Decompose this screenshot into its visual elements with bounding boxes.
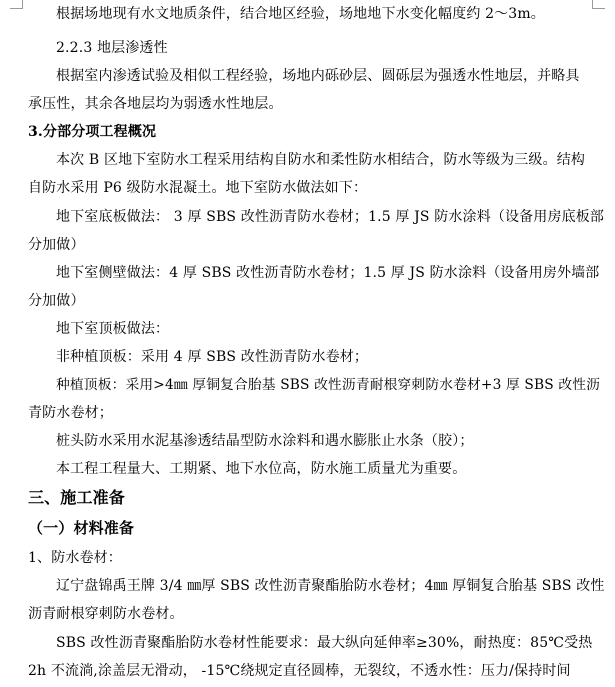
paragraph-line: 本次 B 区地下室防水工程采用结构自防水和柔性防水相结合，防水等级为三级。结构 bbox=[56, 152, 586, 168]
paragraph-line: 青防水卷材； bbox=[28, 405, 113, 421]
paragraph-line: 2h 不流淌,涂盖层无滑动， -15℃绕规定直径圆棒，无裂纹，不透水性：压力/保持时间 bbox=[28, 663, 571, 679]
paragraph-line: 辽宁盘锦禹王牌 3/4 ㎜厚 SBS 改性沥青聚酯胎防水卷材；4㎜ 厚铜复合胎基 SBS 改性 bbox=[56, 578, 605, 594]
paragraph-line: 根据场地现有水文地质条件，结合地区经验，场地地下水变化幅度约 2～3m。 bbox=[56, 6, 545, 22]
list-item-heading: 1、防水卷材： bbox=[28, 550, 122, 566]
paragraph-line: 种植顶板：采用>4㎜ 厚铜复合胎基 SBS 改性沥青耐根穿刺防水卷材+3 厚 SBS 改性沥 bbox=[56, 377, 601, 393]
paragraph-line: 桩头防水采用水泥基渗透结晶型防水涂料和遇水膨胀止水条（胶）； bbox=[56, 433, 474, 449]
paragraph-line: 承压性，其余各地层均为弱透水性地层。 bbox=[28, 96, 283, 112]
paragraph-line: 本工程工程量大、工期紧、地下水位高，防水施工质量尤为重要。 bbox=[56, 461, 467, 477]
subsection-heading-1: （一）材料准备 bbox=[28, 519, 135, 537]
paragraph-line: 地下室顶板做法： bbox=[56, 321, 170, 337]
section-heading-3: 3.分部分项工程概况 bbox=[28, 124, 157, 140]
section-heading-2-2-3: 2.2.3 地层渗透性 bbox=[56, 40, 168, 56]
paragraph-line: 非种植顶板：采用 4 厚 SBS 改性沥青防水卷材； bbox=[56, 349, 369, 365]
paragraph-line: 分加做） bbox=[28, 293, 85, 309]
paragraph-line: SBS 改性沥青聚酯胎防水卷材性能要求：最大纵向延伸率≥30%，耐热度：85℃受热 bbox=[56, 635, 593, 651]
paragraph-line: 根据室内渗透试验及相似工程经验，场地内砾砂层、圆砾层为强透水性地层，并略具 bbox=[56, 68, 580, 84]
paragraph-line: 沥青耐根穿刺防水卷材。 bbox=[28, 606, 184, 622]
paragraph-line: 地下室底板做法： 3 厚 SBS 改性沥青防水卷材；1.5 厚 JS 防水涂料（设备用房底板部 bbox=[56, 209, 605, 225]
paragraph-line: 地下室侧壁做法：4 厚 SBS 改性沥青防水卷材；1.5 厚 JS 防水涂料（设备用房外墙部 bbox=[56, 265, 600, 281]
paragraph-line: 分加做） bbox=[28, 237, 85, 253]
paragraph-line: 自防水采用 P6 级防水混凝土。地下室防水做法如下： bbox=[28, 180, 368, 196]
chapter-heading-3: 三、施工准备 bbox=[28, 488, 125, 507]
corner-marker-top-right bbox=[592, 0, 605, 9]
